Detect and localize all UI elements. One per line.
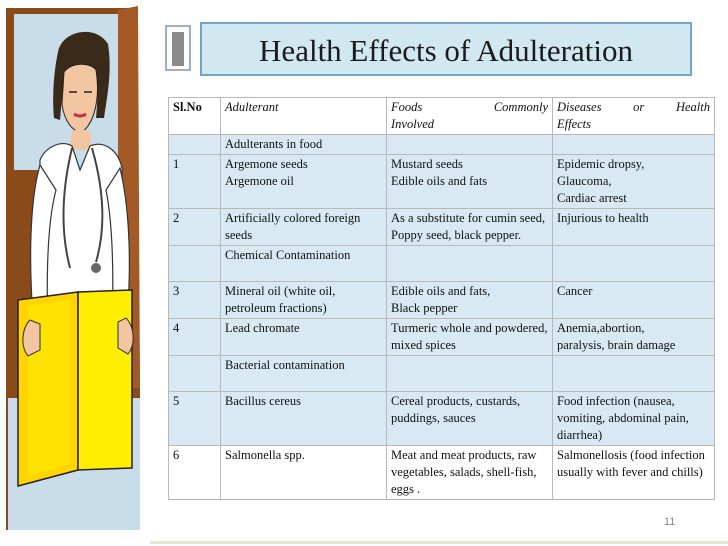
- row-effects: Injurious to health: [553, 209, 715, 246]
- section-label-food: Adulterants in food: [221, 135, 387, 155]
- row-no: 6: [169, 446, 221, 500]
- section-empty-cell: [553, 356, 715, 392]
- row-adulterant: [221, 155, 387, 209]
- row-effects-line: Epidemic dropsy,: [557, 157, 645, 171]
- row-effects: Food infection (nausea, vomiting, abdominal pain, diarrhea): [553, 392, 715, 446]
- row-foods-line: Edible oils and fats,: [391, 284, 491, 298]
- row-adulterant-line: Argemone seeds: [225, 157, 308, 171]
- section-empty-cell: [553, 135, 715, 155]
- row-no: 5: [169, 392, 221, 446]
- header-effects-word-3: Health: [675, 100, 710, 114]
- row-effects: [553, 155, 715, 209]
- row-no: 2: [169, 209, 221, 246]
- table-row: [169, 392, 715, 446]
- header-foods-line1: [391, 99, 548, 116]
- stethoscope-head: [91, 263, 101, 273]
- row-no: 3: [169, 282, 221, 319]
- header-effects-word-1: Diseases: [557, 100, 602, 114]
- section-empty-cell: [387, 135, 553, 155]
- section-empty-cell: [387, 246, 553, 282]
- section-row-bacterial: [169, 356, 715, 392]
- header-effects-line2: Effects: [557, 117, 592, 131]
- row-effects: Cancer: [553, 282, 715, 319]
- section-empty-cell: [387, 356, 553, 392]
- row-adulterant: Bacillus cereus: [221, 392, 387, 446]
- row-adulterant: Salmonella spp.: [221, 446, 387, 500]
- row-foods: [387, 155, 553, 209]
- row-foods: [387, 282, 553, 319]
- section-empty-cell: [169, 246, 221, 282]
- row-adulterant: Lead chromate: [221, 319, 387, 356]
- table-row: [169, 282, 715, 319]
- row-adulterant-line: Argemone oil: [225, 174, 294, 188]
- header-effects-word-2: or: [633, 100, 645, 114]
- title-accent-icon: [162, 24, 202, 74]
- row-effects-line: Glaucoma,: [557, 174, 612, 188]
- table-row: [169, 319, 715, 356]
- table-row: [169, 209, 715, 246]
- row-foods: Meat and meat products, raw vegetables, salads, shell-fish, eggs .: [387, 446, 553, 500]
- doctor-neck: [70, 130, 92, 150]
- row-foods-line: Black pepper: [391, 301, 458, 315]
- footer-line: [150, 541, 728, 544]
- row-effects-line: Cardiac arrest: [557, 191, 627, 205]
- row-effects-line: Anemia,abortion,: [557, 321, 645, 335]
- row-foods: As a substitute for cumin seed, Poppy seed, black pepper.: [387, 209, 553, 246]
- slide-title: Health Effects of Adulteration: [259, 33, 633, 68]
- section-row-food: [169, 135, 715, 155]
- row-adulterant: Artificially colored foreign seeds: [221, 209, 387, 246]
- doctor-illustration: [0, 0, 148, 546]
- row-foods: Cereal products, custards, puddings, sauces: [387, 392, 553, 446]
- header-effects: [553, 98, 715, 135]
- row-foods-line: Mustard seeds: [391, 157, 463, 171]
- header-foods-line2: Involved: [391, 117, 435, 131]
- folder-front: [78, 290, 132, 470]
- header-adulterant: Adulterant: [221, 98, 387, 135]
- table-header-row: [169, 98, 715, 135]
- row-effects: Salmonellosis (food infection usually with fever and chills): [553, 446, 715, 500]
- table-row: [169, 446, 715, 500]
- header-effects-line1: [557, 99, 710, 116]
- section-empty-cell: [553, 246, 715, 282]
- header-foods-word-1: Foods: [391, 100, 423, 114]
- section-empty-cell: [169, 135, 221, 155]
- section-row-chemical: [169, 246, 715, 282]
- row-foods: Turmeric whole and powdered, mixed spices: [387, 319, 553, 356]
- section-label-chemical: Chemical Contamination: [221, 246, 387, 282]
- table-row: [169, 155, 715, 209]
- header-slno: Sl.No: [169, 98, 221, 135]
- row-foods-line: Edible oils and fats: [391, 174, 488, 188]
- row-no: 1: [169, 155, 221, 209]
- row-no: 4: [169, 319, 221, 356]
- section-empty-cell: [169, 356, 221, 392]
- page-number: 11: [664, 516, 676, 528]
- row-effects-line: paralysis, brain damage: [557, 338, 676, 352]
- section-label-bacterial: Bacterial contamination: [221, 356, 387, 392]
- header-foods-word-2: Commonly: [493, 100, 548, 114]
- adulteration-table: [168, 97, 715, 500]
- row-effects: [553, 319, 715, 356]
- title-box: [200, 22, 692, 76]
- header-foods: [387, 98, 553, 135]
- row-adulterant: Mineral oil (white oil, petroleum fractions): [221, 282, 387, 319]
